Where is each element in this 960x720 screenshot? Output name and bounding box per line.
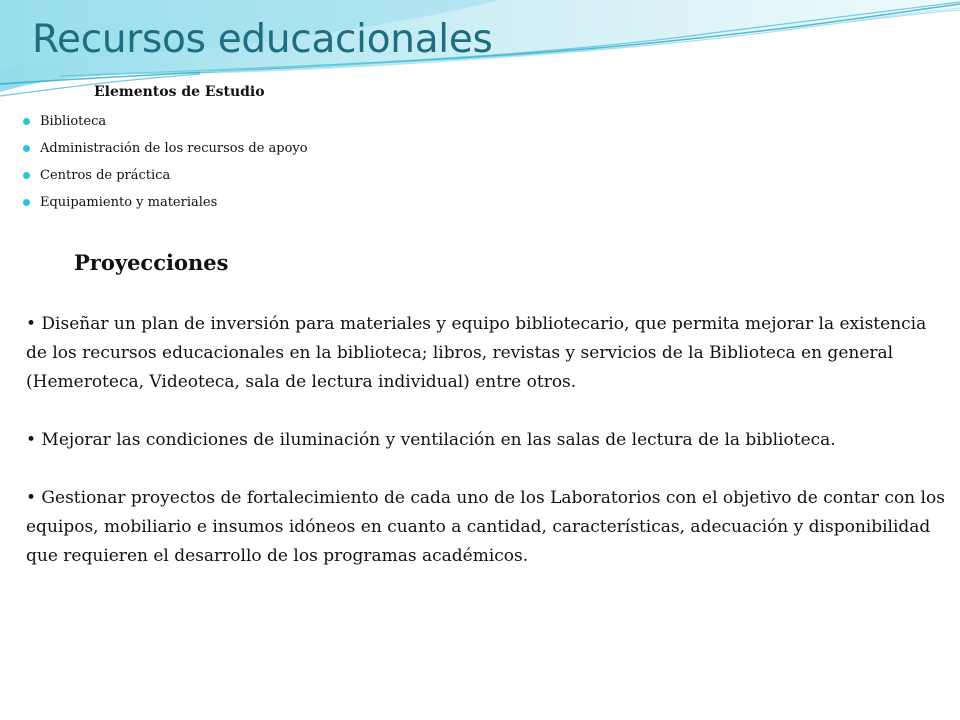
bullet-icon xyxy=(23,145,30,152)
elements-heading: Elementos de Estudio xyxy=(94,84,265,100)
list-item-label: Centros de práctica xyxy=(40,168,171,183)
list-item xyxy=(40,189,308,216)
elements-list xyxy=(40,108,308,216)
bullet-icon xyxy=(23,172,30,179)
list-item xyxy=(40,108,308,135)
list-item-label: Biblioteca xyxy=(40,114,107,129)
list-item xyxy=(40,135,308,162)
bullet-icon xyxy=(23,118,30,125)
list-item-label: Administración de los recursos de apoyo xyxy=(40,141,308,156)
bullet-icon xyxy=(23,199,30,206)
projection-paragraph: • Mejorar las condiciones de iluminación y ventilación en las salas de lectura de la biblioteca. xyxy=(26,430,836,450)
slide-title: Recursos educacionales xyxy=(32,17,493,62)
list-item xyxy=(40,162,308,189)
list-item-label: Equipamiento y materiales xyxy=(40,195,218,210)
projection-paragraph: • Gestionar proyectos de fortalecimiento de cada uno de los Laboratorios con el objetivo de contar con los equipos, mobiliario e insumos idóneos en cuanto a cantidad, características, adecuación y disponibilidad que requieren el desarrollo de los programas académicos. xyxy=(26,488,945,566)
projection-paragraph: • Diseñar un plan de inversión para materiales y equipo bibliotecario, que permita mejorar la existencia de los recursos educacionales en la biblioteca; libros, revistas y servicios de la Biblioteca en general (Hemeroteca, Videoteca, sala de lectura individual) entre otros. xyxy=(26,314,927,392)
projections-heading: Proyecciones xyxy=(74,250,229,275)
projections-body xyxy=(26,310,946,600)
